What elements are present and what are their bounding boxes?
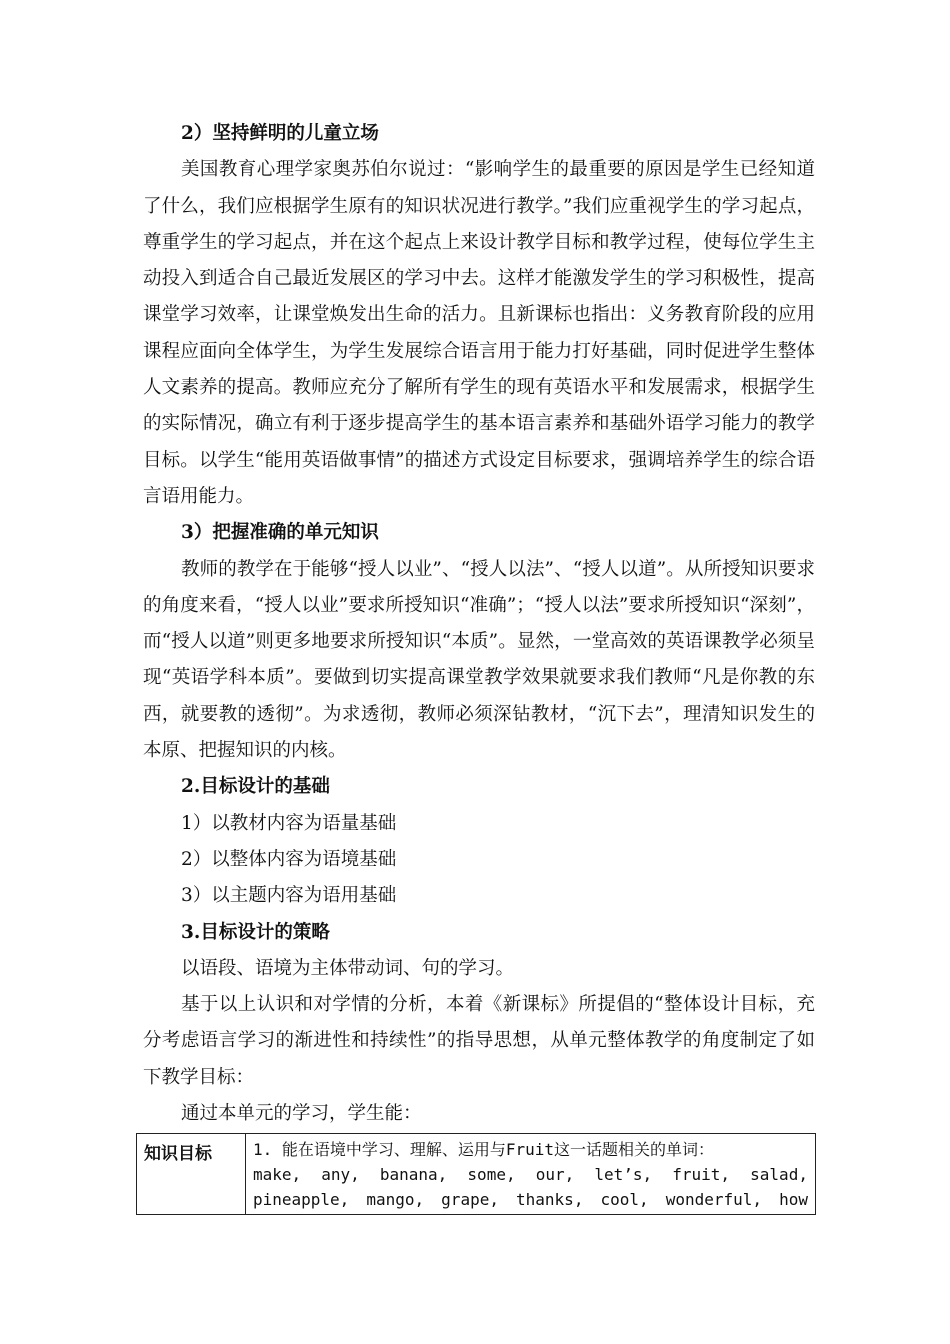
vocab-word: cool, [600,1190,649,1209]
heading-child-stance: 2）坚持鲜明的儿童立场 [181,123,379,144]
word-list-line-2 [253,1162,808,1187]
heading-unit-knowledge: 3）把握准确的单元知识 [181,522,379,544]
vocab-word: pineapple, [252,1190,350,1209]
table-row [137,1134,816,1215]
knowledge-objective-cell [245,1134,815,1215]
vocab-word: let’s, [594,1165,653,1184]
vocab-word: fruit, [672,1165,731,1184]
vocab-word: wonderful, [665,1190,763,1209]
objective-line-1: 1. 能在语境中学习、理解、运用与Fruit这一话题相关的单词： [252,1140,715,1159]
paragraph-intro: 基于以上认识和对学情的分析，本着《新课标》所提倡的“整体设计目标，充分考虑语言学习的渐进性和持续性”的指导思想，从单元整体教学的角度制定了如下教学目标： [143,994,815,1088]
row-header-knowledge: 知识目标 [137,1134,246,1215]
strategy-text: 以语段、语境为主体带动词、句的学习。 [181,957,515,979]
paragraph-through-unit: 通过本单元的学习，学生能： [181,1103,422,1125]
objectives-table [136,1133,816,1215]
basis-item-1: 1）以教材内容为语量基础 [181,812,397,834]
vocab-word: mango, [366,1190,425,1209]
paragraph-unit-knowledge: 教师的教学在于能够“授人以业”、“授人以法”、“授人以道”。从所授知识要求的角度来看，“授人以业”要求所授知识“准确”；“授人以法”要求所授知识“深刻”，而“授人以道”则更多地要求所授知识“本质”。显然，一堂高效的英语课教学必须呈现“英语学科本质”。要做到切实提高课堂教学效果就要求我们教师“凡是你教的东西，就要教的透彻”。为求透彻，教师必须深钻教材，“沉下去”，理清知识发生的本原、把握知识的内核。 [143,558,815,762]
vocab-word: banana, [379,1165,448,1184]
vocab-word: salad, [750,1165,808,1184]
vocab-word: thanks, [516,1190,584,1209]
basis-item-3: 3）以主题内容为语用基础 [181,885,397,907]
vocab-word: grape, [441,1190,499,1209]
vocab-word: any, [321,1165,360,1184]
vocab-word: some, [467,1165,516,1184]
basis-item-2: 2）以整体内容为语境基础 [181,848,397,870]
heading-design-basis: 2.目标设计的基础 [181,776,330,798]
word-list-line-3 [253,1187,808,1212]
heading-design-strategy: 3.目标设计的策略 [181,921,330,943]
vocab-word: make, [252,1165,302,1184]
vocab-word: our, [535,1165,575,1184]
document-body [143,116,815,1132]
paragraph-child-stance: 美国教育心理学家奥苏伯尔说过：“影响学生的最重要的原因是学生已经知道了什么，我们应根据学生原有的知识状况进行教学。”我们应重视学生的学习起点，尊重学生的学习起点，并在这个起点上来设计教学目标和教学过程，使每位学生主动投入到适合自己最近发展区的学习中去。这样才能激发学生的学习积极性，提高课堂学习效率，让课堂焕发出生命的活力。且新课标也指出：义务教育阶段的应用课程应面向全体学生，为学生发展综合语言用于能力打好基础，同时促进学生整体人文素养的提高。教师应充分了解所有学生的现有英语水平和发展需求，根据学生的实际情况，确立有利于逐步提高学生的基本语言素养和基础外语学习能力的教学目标。以学生“能用英语做事情”的描述方式设定目标要求，强调培养学生的综合语言语用能力。 [143,159,815,507]
vocab-word: how [779,1190,808,1209]
